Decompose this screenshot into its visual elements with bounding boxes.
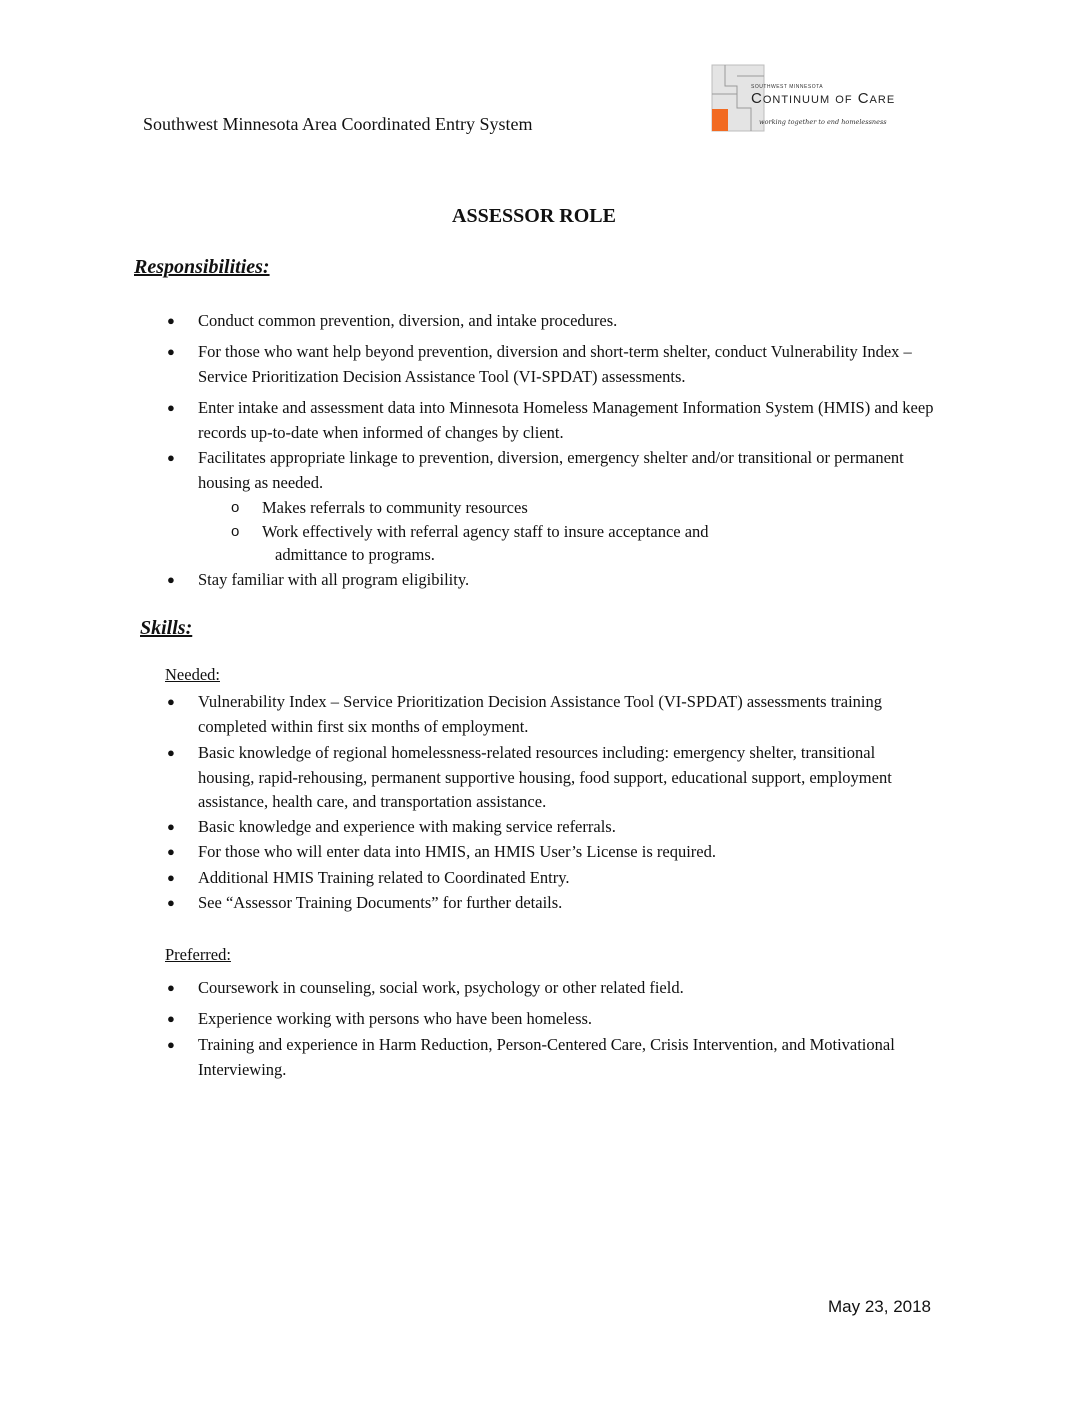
bullet-icon: ● bbox=[167, 694, 175, 709]
sub-list-item-text: Work effectively with referral agency staff to insure acceptance and bbox=[262, 522, 709, 541]
list-item bbox=[165, 690, 935, 739]
list-item bbox=[165, 309, 617, 334]
bullet-icon: ● bbox=[167, 1011, 175, 1026]
list-item-text: Basic knowledge and experience with making service referrals. bbox=[198, 817, 616, 836]
list-item-text: Basic knowledge of regional homelessness-related resources including: emergency shelter, transitional housing, rapid-rehousing, permanent supportive housing, food support, educational support, employment assistance, health care, and transportation assistance. bbox=[198, 743, 892, 811]
list-item-text: Vulnerability Index – Service Prioritization Decision Assistance Tool (VI-SPDAT) assessments training completed within first six months of employment. bbox=[198, 692, 883, 736]
bullet-icon: ● bbox=[167, 819, 175, 834]
sub-list-item-continuation: admittance to programs. bbox=[275, 545, 435, 564]
list-item-text: Conduct common prevention, diversion, and intake procedures. bbox=[198, 311, 618, 330]
list-item-text: Enter intake and assessment data into Minnesota Homeless Management Information System (HMIS) and keep records up-to-date when informed of changes by client. bbox=[198, 398, 934, 442]
bullet-icon: ● bbox=[167, 895, 175, 910]
circle-bullet-icon: o bbox=[231, 499, 240, 516]
list-item-text: Experience working with persons who have been homeless. bbox=[198, 1009, 593, 1028]
sub-list-item bbox=[165, 520, 962, 545]
organization-name: Southwest Minnesota Area Coordinated Entry System bbox=[143, 114, 533, 134]
bullet-icon: ● bbox=[167, 745, 175, 760]
list-item bbox=[165, 568, 469, 593]
bullet-icon: ● bbox=[167, 450, 175, 465]
sub-list-item-text: Makes referrals to community resources bbox=[262, 498, 528, 517]
bullet-icon: ● bbox=[167, 844, 175, 859]
list-item bbox=[165, 1033, 935, 1082]
bullet-icon: ● bbox=[167, 1037, 175, 1052]
document-date: May 23, 2018 bbox=[828, 1297, 932, 1316]
bullet-icon: ● bbox=[167, 980, 175, 995]
list-item-text: Coursework in counseling, social work, psychology or other related field. bbox=[198, 978, 684, 997]
needed-label: Needed: bbox=[165, 665, 220, 684]
list-item-text: Facilitates appropriate linkage to prevention, diversion, emergency shelter and/or transitional or permanent housing as needed. bbox=[198, 448, 904, 492]
bullet-icon: ● bbox=[167, 572, 175, 587]
logo-tagline: working together to end homelessness bbox=[759, 118, 887, 126]
list-item-text: For those who want help beyond prevention, diversion and short-term shelter, conduct Vulnerability Index – Service Prioritization Decision Assistance Tool (VI-SPDAT) assessments. bbox=[198, 342, 912, 386]
logo-small-text: SOUTHWEST MINNESOTA bbox=[751, 84, 824, 90]
preferred-label: Preferred: bbox=[165, 945, 231, 964]
list-item bbox=[165, 446, 935, 495]
list-item bbox=[165, 891, 562, 916]
list-item bbox=[165, 976, 684, 1001]
list-item-text: Training and experience in Harm Reduction, Person-Centered Care, Crisis Intervention, and Motivational Interviewing. bbox=[198, 1035, 895, 1079]
list-item bbox=[165, 866, 570, 891]
responsibilities-heading: Responsibilities: bbox=[134, 256, 270, 278]
list-item-text: Stay familiar with all program eligibility. bbox=[198, 570, 470, 589]
list-item-text: For those who will enter data into HMIS, an HMIS User’s License is required. bbox=[198, 842, 716, 861]
bullet-icon: ● bbox=[167, 344, 175, 359]
circle-bullet-icon: o bbox=[231, 523, 240, 540]
list-item bbox=[165, 396, 935, 445]
bullet-icon: ● bbox=[167, 313, 175, 328]
page-title: ASSESSOR ROLE bbox=[452, 205, 616, 227]
sub-list-item bbox=[165, 496, 962, 521]
logo-main-text: Continuum of Care bbox=[751, 90, 896, 107]
continuum-of-care-logo bbox=[711, 64, 937, 132]
list-item bbox=[165, 1007, 592, 1032]
list-item bbox=[165, 741, 935, 815]
bullet-icon: ● bbox=[167, 400, 175, 415]
skills-heading: Skills: bbox=[140, 617, 193, 639]
bullet-icon: ● bbox=[167, 870, 175, 885]
list-item-text: Additional HMIS Training related to Coordinated Entry. bbox=[198, 868, 570, 887]
list-item bbox=[165, 815, 616, 840]
list-item bbox=[165, 340, 935, 389]
list-item-text: See “Assessor Training Documents” for further details. bbox=[198, 893, 563, 912]
list-item bbox=[165, 840, 716, 865]
